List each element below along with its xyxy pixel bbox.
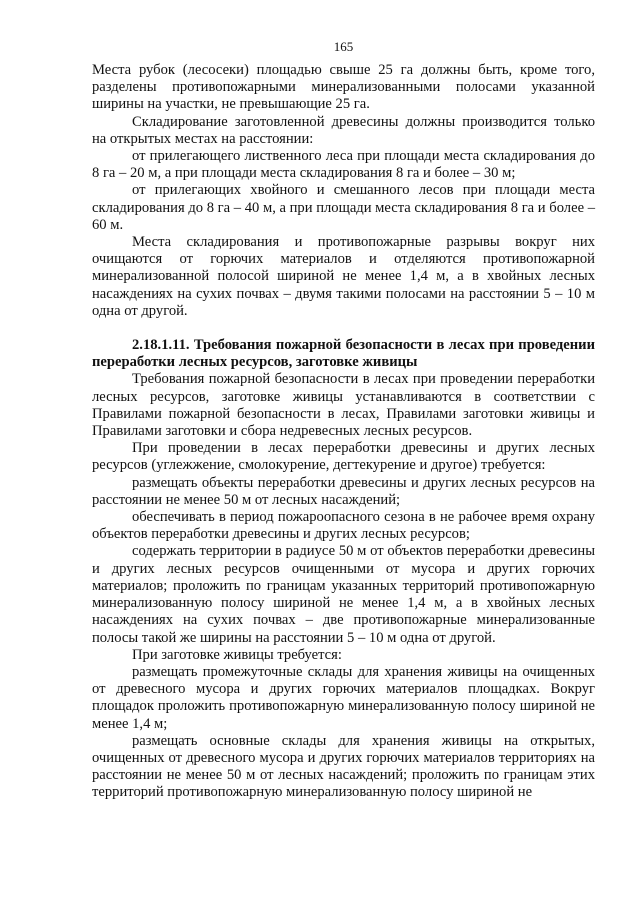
paragraph: Складирование заготовленной древесины должны производится только на открытых местах на расстоянии: [92, 113, 595, 147]
section-heading: 2.18.1.11. Требования пожарной безопасности в лесах при проведении переработки лесных ресурсов, заготовке живицы [92, 337, 595, 371]
paragraph: размещать основные склады для хранения живицы на открытых, очищенных от древесного мусора и других горючих материалов территориях на расстоянии не менее 50 м от лесных насаждений; проложить по границам этих территорий противопожарную минерализованную полосу шириной не [92, 732, 595, 801]
paragraph: содержать территории в радиусе 50 м от объектов переработки древесины и других лесных ресурсов очищенными от мусора и других горючих материалов; проложить по границам указанных территорий противопожарную минерализованную полосу шириной не менее 1,4 м, а в хвойных лесных насаждениях на сухих почвах – две противопожарные минерализованные полосы такой же ширины на расстоянии 5 – 10 м одна от другой. [92, 543, 595, 646]
paragraph: Места складирования и противопожарные разрывы вокруг них очищаются от горючих материалов и отделяются противопожарной минерализованной полосой шириной не менее 1,4 м, а в хвойных лесных насаждениях на сухих почвах – двумя такими полосами на расстоянии 5 – 10 м одна от другой. [92, 234, 595, 319]
paragraph: размещать объекты переработки древесины и других лесных ресурсов на расстоянии не менее 50 м от лесных насаждений; [92, 474, 595, 508]
paragraph: Места рубок (лесосеки) площадью свыше 25 га должны быть, кроме того, разделены противопожарными минерализованными полосами указанной ширины на участки, не превышающие 25 га. [92, 62, 595, 113]
body-after-heading [92, 371, 595, 801]
paragraph: При заготовке живицы требуется: [132, 646, 342, 663]
paragraph: от прилегающего лиственного леса при площади места складирования до 8 га – 20 м, а при площади места складирования 8 га и более – 30 м; [92, 148, 595, 182]
page-number: 165 [333, 39, 354, 54]
paragraph: от прилегающих хвойного и смешанного лесов при площади места складирования до 8 га – 40 м, а при площади места складирования 8 га и более – 60 м. [92, 182, 595, 233]
paragraph: размещать промежуточные склады для хранения живицы на очищенных от древесного мусора и других горючих материалов площадках. Вокруг площадок проложить противопожарную минерализованную полосу шириной не менее 1,4 м; [92, 663, 595, 732]
paragraph: обеспечивать в период пожароопасного сезона в не рабочее время охрану объектов переработки древесины и других лесных ресурсов; [92, 509, 595, 543]
body-before-heading [92, 62, 595, 320]
document-page [92, 40, 595, 802]
paragraph: При проведении в лесах переработки древесины и других лесных ресурсов (углежжение, смолокурение, дегтекурение и другое) требуется: [92, 440, 595, 474]
paragraph: Требования пожарной безопасности в лесах при проведении переработки лесных ресурсов, заготовке живицы устанавливаются в соответствии с Правилами пожарной безопасности в лесах, Правилами заготовки живицы и Правилами заготовки и сбора недревесных лесных ресурсов. [92, 371, 595, 440]
